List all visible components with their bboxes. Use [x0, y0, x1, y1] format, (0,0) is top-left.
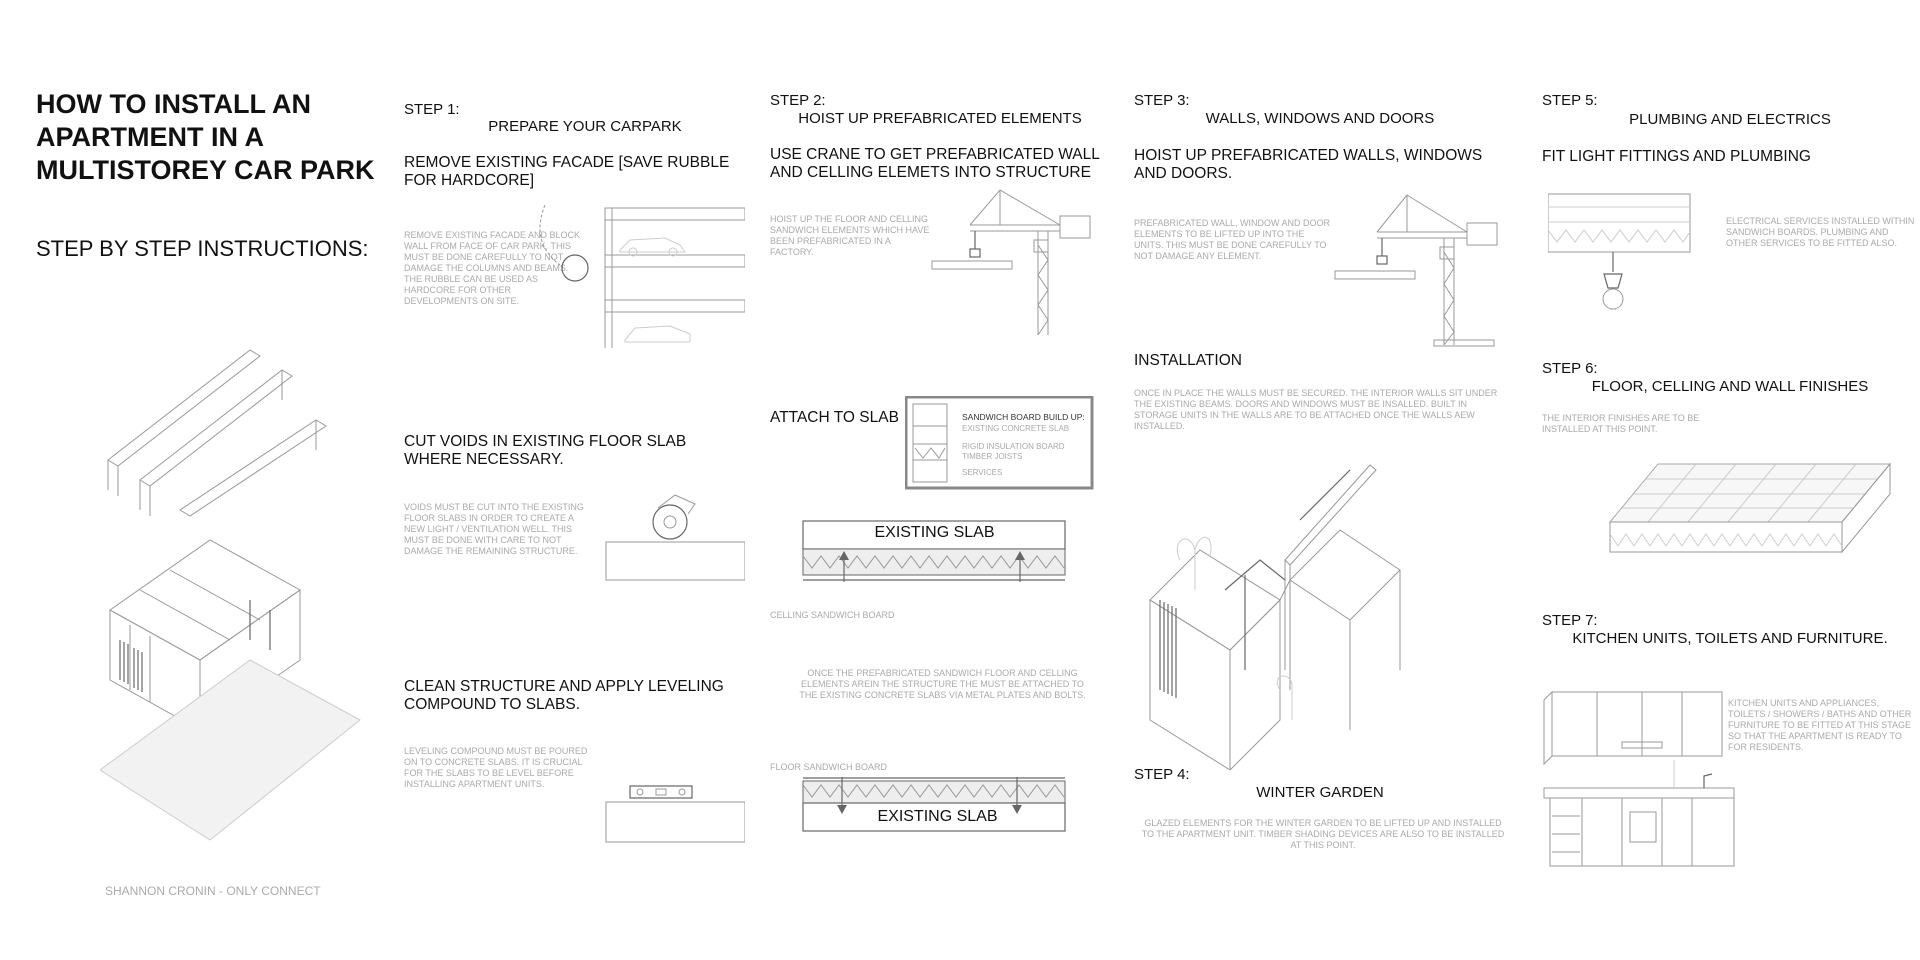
step3-hoist-heading: HOIST UP PREFABRICATED WALLS, WINDOWS AND DOORS. — [1134, 147, 1483, 182]
legend-item-insulation: RIGID INSULATION BOARD — [962, 442, 1065, 451]
step3-hoist-text: PREFABRICATED WALL, WINDOW AND DOOR ELEMENTS TO BE LIFTED UP INTO THE UNITS. THIS MUST BE DONE CAREFULLY TO NOT DAMAGE ANY ELEMENT. — [1134, 218, 1331, 261]
step1-label: STEP 1: — [404, 101, 460, 118]
step3-installation-text: ONCE IN PLACE THE WALLS MUST BE SECURED. THE INTERIOR WALLS SIT UNDER THE EXISTING BEAMS. DOORS AND WINDOWS MUST BE INSALLED. BUILT IN STORAGE UNITS IN THE WALLS ARE TO BE ATTACHED ONCE THE WALLS AEW INSTALLED. — [1134, 388, 1498, 431]
step6-title: FLOOR, CELLING AND WALL FINISHES — [1591, 378, 1869, 395]
step1-title: PREPARE YOUR CARPARK — [488, 118, 682, 135]
step5-heading: FIT LIGHT FITTINGS AND PLUMBING — [1542, 148, 1811, 165]
legend-item-joists: TIMBER JOISTS — [962, 452, 1023, 461]
step4-title: WINTER GARDEN — [1256, 784, 1384, 801]
floor-sandwich-section — [802, 775, 1067, 835]
legend-item-services: SERVICES — [962, 468, 1003, 477]
legend-title: SANDWICH BOARD BUILD UP: — [962, 412, 1085, 422]
step1-cut-voids-text: VOIDS MUST BE CUT INTO THE EXISTING FLOOR SLABS IN ORDER TO CREATE A NEW LIGHT / VENTILATION WELL. THIS MUST BE DONE WITH CARE TO NOT DAMAGE THE REMAINING STRUCTURE. — [404, 502, 584, 556]
step1-leveling-text: LEVELING COMPOUND MUST BE POURED ON TO CONCRETE SLABS. IT IS CRUCIAL FOR THE SLABS TO BE LEVEL BEFORE INSTALLING APARTMENT UNITS. — [404, 746, 588, 789]
slab-label-bottom: EXISTING SLAB — [877, 808, 998, 825]
crane-drawing — [930, 185, 1095, 340]
axonometric-apartment-drawing — [100, 340, 370, 850]
step5-label: STEP 5: — [1542, 92, 1598, 109]
page-title: HOW TO INSTALL AN APARTMENT IN A MULTISTOREY CAR PARK — [36, 89, 375, 185]
light-fitting-drawing — [1548, 192, 1698, 332]
step3-installation-heading: INSTALLATION — [1134, 352, 1242, 369]
step3-label: STEP 3: — [1134, 92, 1190, 109]
walls-axonometric-drawing — [1140, 450, 1420, 770]
kitchen-units-drawing — [1542, 688, 1742, 873]
floor-board-label: FLOOR SANDWICH BOARD — [770, 762, 888, 772]
step2-attach-heading: ATTACH TO SLAB — [770, 409, 899, 426]
step7-title: KITCHEN UNITS, TOILETS AND FURNITURE. — [1572, 630, 1888, 647]
step7-text: KITCHEN UNITS AND APPLIANCES, TOILETS / SHOWERS / BATHS AND OTHER FURNITURE TO BE FITTED AT THIS STAGE SO THAT THE APARTMENT IS READY TO FOR RESIDENTS. — [1728, 698, 1912, 752]
crane-walls-drawing — [1332, 190, 1502, 350]
step2-crane-heading: USE CRANE TO GET PREFABRICATED WALL AND CELLING ELEMETS INTO STRUCTURE — [770, 146, 1100, 181]
ceiling-board-label: CELLING SANDWICH BOARD — [770, 610, 895, 620]
credit-text: SHANNON CRONIN - ONLY CONNECT — [105, 884, 321, 898]
saw-slab-drawing — [600, 490, 745, 585]
step1-remove-facade-text: REMOVE EXISTING FACADE AND BLOCK WALL FROM FACE OF CAR PARK. THIS MUST BE DONE CAREFULLY TO NOT DAMAGE THE COLUMNS AND BEAMS. THE RUBBLE CAN BE USED AS HARDCORE FOR OTHER DEVELOPMENTS ON SITE. — [404, 230, 581, 306]
step2-crane-text: HOIST UP THE FLOOR AND CELLING SANDWICH ELEMENTS WHICH HAVE BEEN PREFABRICATED IN A FACTORY. — [770, 214, 930, 257]
step7-label: STEP 7: — [1542, 612, 1598, 629]
step2-attach-text: ONCE THE PREFABRICATED SANDWICH FLOOR AND CELLING ELEMENTS AREIN THE STRUCTURE THE MUST BE ATTACHED TO THE EXISTING CONCRETE SLABS VIA METAL PLATES AND BOLTS. — [799, 668, 1086, 700]
legend-item-concrete: EXISTING CONCRETE SLAB — [962, 424, 1070, 433]
step1-cut-voids-heading: CUT VOIDS IN EXISTING FLOOR SLAB WHERE NECESSARY. — [404, 433, 687, 468]
step4-text: GLAZED ELEMENTS FOR THE WINTER GARDEN TO BE LIFTED UP AND INSTALLED TO THE APARTMENT UNIT. TIMBER SHADING DEVICES ARE ALSO TO BE INSTALLED AT THIS POINT. — [1141, 818, 1505, 850]
step5-text: ELECTRICAL SERVICES INSTALLED WITHIN SANDWICH BOARDS. PLUMBING AND OTHER SERVICES TO BE FITTED ALSO. — [1726, 216, 1915, 248]
step4-label: STEP 4: — [1134, 766, 1190, 783]
step6-label: STEP 6: — [1542, 360, 1598, 377]
step3-title: WALLS, WINDOWS AND DOORS — [1205, 110, 1435, 127]
page-subtitle: STEP BY STEP INSTRUCTIONS: — [36, 236, 369, 261]
step5-title: PLUMBING AND ELECTRICS — [1629, 111, 1831, 128]
wrecking-ball-carpark-drawing — [530, 200, 745, 350]
step2-title: HOIST UP PREFABRICATED ELEMENTS — [798, 110, 1082, 127]
step1-leveling-heading: CLEAN STRUCTURE AND APPLY LEVELING COMPOUND TO SLABS. — [404, 678, 724, 713]
step6-text: THE INTERIOR FINISHES ARE TO BE INSTALLED AT THIS POINT. — [1542, 413, 1700, 434]
step2-label: STEP 2: — [770, 92, 826, 109]
slab-label-top: EXISTING SLAB — [874, 524, 995, 541]
spirit-level-slab-drawing — [600, 780, 745, 845]
floor-finishes-drawing — [1608, 462, 1893, 557]
step1-remove-facade-heading: REMOVE EXISTING FACADE [SAVE RUBBLE FOR HARDCORE] — [404, 154, 730, 189]
